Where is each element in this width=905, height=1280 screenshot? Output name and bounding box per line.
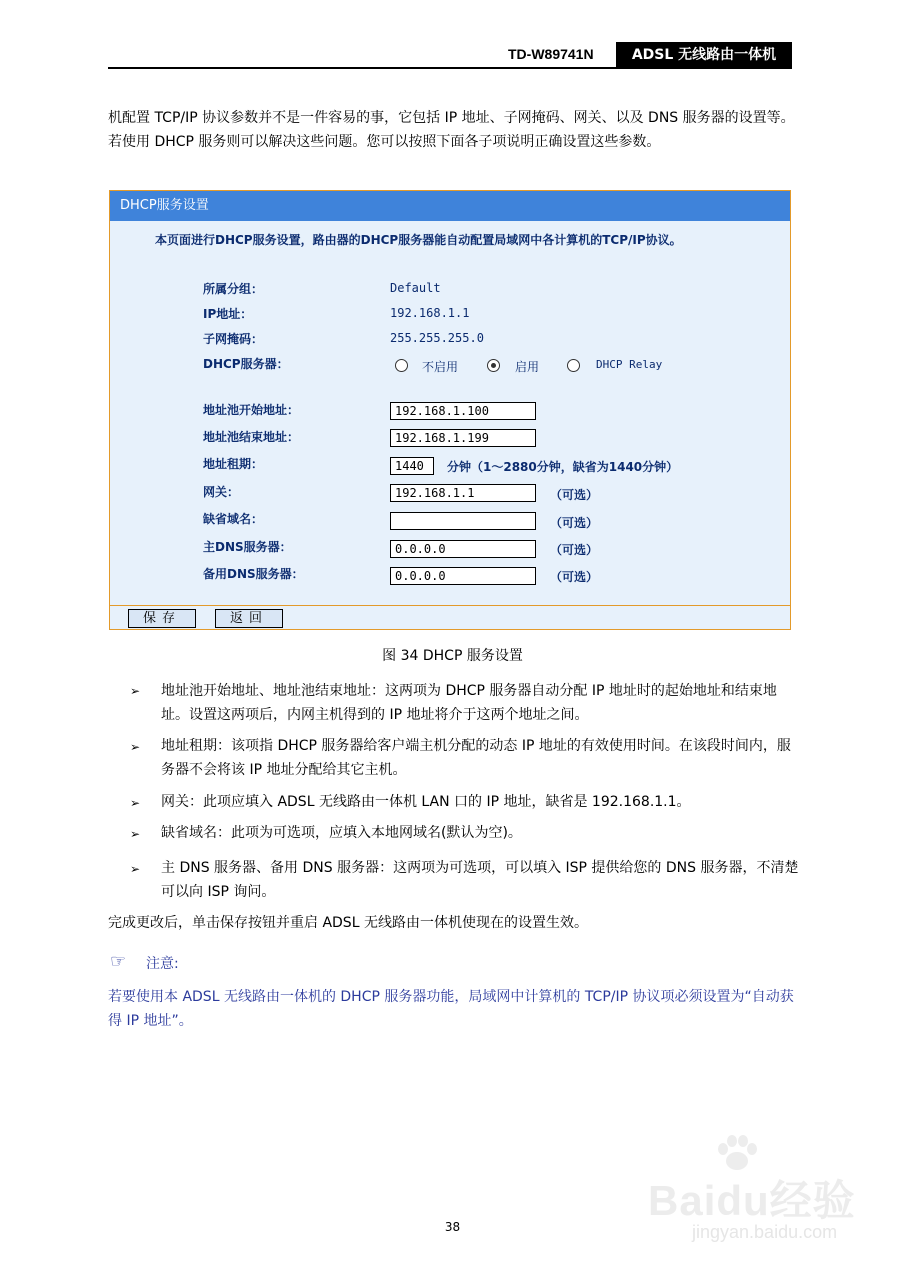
- note-text: 若要使用本 ADSL 无线路由一体机的 DHCP 服务器功能，局域网中计算机的 TCP/IP 协议项必须设置为“自动获得 IP 地址”。: [108, 989, 794, 1029]
- ip-value: 192.168.1.1: [390, 306, 470, 320]
- domain-label: 缺省域名：: [203, 512, 264, 526]
- intro-paragraph: 机配置 TCP/IP 协议参数并不是一件容易的事，它包括 IP 地址、子网掩码、网关、以及 DNS 服务器的设置等。若使用 DHCP 服务则可以解决这些问题。您可以按照下面各子项说明正确设置这些参数。: [108, 110, 795, 150]
- radio-dhcp-disabled-label: 不启用: [422, 360, 459, 374]
- mask-value: 255.255.255.0: [390, 331, 484, 345]
- page-number: 38: [444, 1220, 461, 1234]
- bullet-marker: ➢: [130, 827, 141, 841]
- lease-hint: 分钟（1～2880分钟，缺省为1440分钟）: [447, 460, 679, 474]
- gateway-label: 网关：: [203, 485, 240, 499]
- header-rule: [108, 67, 792, 69]
- dns1-input[interactable]: [390, 540, 536, 558]
- baidu-watermark-logo: Baidu经验: [648, 1177, 856, 1224]
- radio-dhcp-relay-label: DHCP Relay: [596, 358, 663, 371]
- document-model: TD-W89741N: [508, 46, 594, 62]
- dhcp-server-label: DHCP服务器：: [203, 357, 289, 371]
- document-product-title: ADSL 无线路由一体机: [616, 42, 792, 68]
- dns1-optional: （可选）: [550, 543, 599, 557]
- panel-footer: [110, 605, 790, 629]
- lease-input[interactable]: [390, 457, 434, 475]
- lease-label: 地址租期：: [203, 457, 264, 471]
- dns2-input[interactable]: [390, 567, 536, 585]
- bullet-item: 网关：此项应填入 ADSL 无线路由一体机 LAN 口的 IP 地址，缺省是 192.168.1.1。: [161, 794, 691, 810]
- dhcp-settings-panel: [109, 190, 791, 630]
- panel-title: DHCP服务设置: [110, 191, 790, 221]
- gateway-input[interactable]: [390, 484, 536, 502]
- bullet-marker: ➢: [130, 862, 141, 876]
- bullet-item: 地址池开始地址、地址池结束地址：这两项为 DHCP 服务器自动分配 IP 地址时的起始地址和结束地址。设置这两项后，内网主机得到的 IP 地址将介于这两个地址之间。: [161, 683, 777, 723]
- radio-dhcp-enabled-label: 启用: [515, 360, 540, 374]
- dns1-label: 主DNS服务器：: [203, 540, 292, 554]
- domain-optional: （可选）: [550, 516, 599, 530]
- bullet-item: 缺省域名：此项为可选项，应填入本地网域名(默认为空)。: [161, 825, 522, 841]
- domain-input[interactable]: [390, 512, 536, 530]
- pointing-hand-icon: ☞: [110, 951, 127, 972]
- outro-paragraph: 完成更改后，单击保存按钮并重启 ADSL 无线路由一体机使现在的设置生效。: [108, 915, 588, 931]
- group-value: Default: [390, 281, 441, 295]
- bullet-marker: ➢: [130, 796, 141, 810]
- bullet-marker: ➢: [130, 684, 141, 698]
- bullet-item: 主 DNS 服务器、备用 DNS 服务器：这两项为可选项，可以填入 ISP 提供给您的 DNS 服务器，不清楚可以向 ISP 询问。: [161, 860, 799, 900]
- note-heading: 注意:: [146, 956, 179, 972]
- paw-icon: [716, 1134, 758, 1172]
- save-button[interactable]: 保存: [128, 609, 196, 628]
- pool-end-label: 地址池结束地址：: [203, 430, 300, 444]
- dns2-label: 备用DNS服务器：: [203, 567, 304, 581]
- panel-description: 本页面进行DHCP服务设置，路由器的DHCP服务器能自动配置局域网中各计算机的TCP/IP协议。: [155, 233, 682, 247]
- figure-caption: 图 34 DHCP 服务设置: [382, 648, 523, 664]
- bullet-marker: ➢: [130, 740, 141, 754]
- pool-start-input[interactable]: [390, 402, 536, 420]
- ip-label: IP地址：: [203, 307, 253, 321]
- dns2-optional: （可选）: [550, 570, 599, 584]
- gateway-optional: （可选）: [550, 488, 599, 502]
- mask-label: 子网掩码：: [203, 332, 264, 346]
- bullet-item: 地址租期：该项指 DHCP 服务器给客户端主机分配的动态 IP 地址的有效使用时间。在该段时间内，服务器不会将该 IP 地址分配给其它主机。: [161, 738, 791, 778]
- radio-dhcp-disabled[interactable]: [395, 359, 408, 372]
- pool-end-input[interactable]: [390, 429, 536, 447]
- radio-dhcp-relay[interactable]: [567, 359, 580, 372]
- back-button[interactable]: 返回: [215, 609, 283, 628]
- panel-body: [110, 221, 790, 605]
- group-label: 所属分组：: [203, 282, 264, 296]
- pool-start-label: 地址池开始地址：: [203, 403, 300, 417]
- radio-dhcp-enabled[interactable]: [487, 359, 500, 372]
- baidu-watermark-url: jingyan.baidu.com: [692, 1222, 838, 1242]
